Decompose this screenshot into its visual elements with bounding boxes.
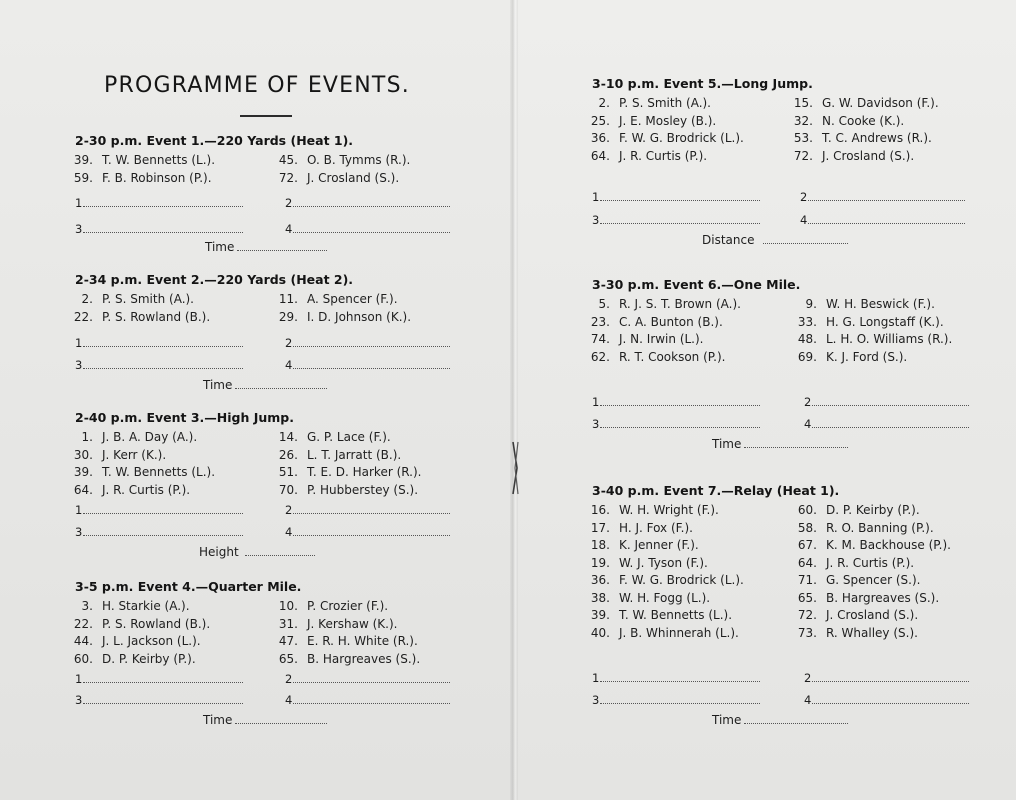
place-number: 4 [804, 417, 812, 431]
dotted-fill-line [83, 535, 243, 536]
entrant-number: 51. [278, 465, 298, 479]
entrant-number: 69. [797, 349, 817, 364]
entrant-name: D. P. Keirby (P.). [826, 503, 920, 517]
entrant-name: J. R. Curtis (P.). [619, 148, 708, 163]
entrant-row [582, 519, 693, 537]
entrant-number: 25. [590, 113, 610, 128]
event-heading: 3-40 p.m. Event 7.—Relay (Heat 1). [592, 483, 840, 498]
result-place-2-line [804, 395, 969, 409]
entrant-number: 65. [797, 590, 817, 605]
entrant-number: 60. [73, 651, 93, 666]
entrant-name: L. T. Jarratt (B.). [307, 447, 402, 462]
place-number: 2 [285, 336, 293, 350]
entrant-name: J. L. Jackson (L.). [102, 634, 201, 648]
entrant-name: K. M. Backhouse (P.). [826, 538, 951, 552]
entrant-name: T. W. Bennetts (L.). [102, 153, 216, 167]
result-place-3-line [592, 693, 760, 707]
entrant-row [270, 597, 388, 615]
entrant-number: 36. [590, 573, 610, 587]
entrant-number: 59. [73, 170, 93, 185]
entrant-number: 72. [797, 608, 817, 622]
dotted-fill-line [293, 703, 450, 704]
place-number: 3 [75, 525, 83, 539]
entrant-name: R. T. Cookson (P.). [619, 349, 726, 364]
entrant-number: 70. [278, 482, 298, 497]
entrant-row [582, 571, 744, 589]
dotted-fill-line [744, 447, 848, 448]
entrant-name: J. N. Irwin (L.). [619, 332, 704, 346]
event-heading: 3-10 p.m. Event 5.—Long Jump. [592, 76, 813, 91]
entrant-number: 72. [278, 170, 298, 185]
entrant-row [270, 650, 420, 668]
entrant-row [582, 589, 710, 607]
entrant-name: J. E. Mosley (B.). [619, 113, 717, 128]
place-number: 3 [592, 417, 600, 431]
entrant-row [582, 94, 711, 112]
entrant-row [270, 308, 411, 326]
place-number: 3 [592, 693, 600, 707]
dotted-fill-line [744, 723, 848, 724]
entrant-name: T. E. D. Harker (R.). [307, 465, 422, 479]
entrant-row [65, 632, 201, 650]
place-number: 4 [804, 693, 812, 707]
result-place-4-line [285, 222, 450, 236]
entrant-name: B. Hargreaves (S.). [826, 590, 940, 605]
entrant-number: 48. [797, 332, 817, 346]
entrant-name: T. C. Andrews (R.). [822, 131, 932, 145]
entrant-row [789, 536, 951, 554]
result-place-3-line [75, 222, 243, 236]
entrant-name: P. S. Rowland (B.). [102, 616, 211, 631]
place-number: 1 [75, 503, 83, 517]
entrant-name: A. Spencer (F.). [307, 292, 398, 306]
entrant-row [582, 129, 744, 147]
entrant-name: K. Jenner (F.). [619, 538, 699, 552]
dotted-fill-line [812, 405, 969, 406]
entrant-name: E. R. H. White (R.). [307, 634, 418, 648]
programme-title: PROGRAMME OF EVENTS. [104, 73, 410, 98]
entrant-name: L. H. O. Williams (R.). [826, 332, 953, 346]
dotted-fill-line [293, 368, 450, 369]
entrant-number: 62. [590, 349, 610, 364]
place-number: 1 [75, 672, 83, 686]
measure-label: Time [712, 713, 742, 727]
dotted-fill-line [600, 681, 760, 682]
entrant-row [270, 481, 418, 499]
entrant-number: 74. [590, 332, 610, 346]
result-place-2-line [285, 336, 450, 350]
result-place-3-line [75, 693, 243, 707]
entrant-number: 5. [598, 297, 610, 311]
entrant-number: 19. [590, 555, 610, 570]
dotted-fill-line [83, 346, 243, 347]
entrant-number: 72. [793, 148, 813, 163]
result-place-3-line [592, 213, 760, 227]
dotted-fill-line [293, 535, 450, 536]
place-number: 1 [592, 395, 600, 409]
entrant-number: 23. [590, 314, 610, 329]
dotted-fill-line [812, 427, 969, 428]
result-place-1-line [592, 190, 760, 204]
result-place-2-line [285, 672, 450, 686]
dotted-fill-line [293, 682, 450, 683]
result-place-2-line [285, 503, 450, 517]
entrant-row [582, 606, 732, 624]
dotted-fill-line [812, 703, 969, 704]
entrant-name: R. J. S. T. Brown (A.). [619, 297, 741, 311]
entrant-row [65, 650, 196, 668]
result-place-1-line [592, 395, 760, 409]
dotted-fill-line [812, 681, 969, 682]
dotted-fill-line [293, 232, 450, 233]
dotted-fill-line [600, 427, 760, 428]
entrant-name: W. H. Fogg (L.). [619, 590, 711, 605]
entrant-number: 73. [797, 625, 817, 640]
entrant-name: F. W. G. Brodrick (L.). [619, 573, 744, 587]
entrant-name: G. Spencer (S.). [826, 573, 921, 587]
entrant-number: 64. [73, 482, 93, 497]
place-number: 2 [804, 395, 812, 409]
dotted-fill-line [600, 223, 760, 224]
staple-icon [511, 438, 520, 498]
entrant-row [789, 295, 935, 313]
measure-label: Time [205, 240, 235, 254]
place-number: 4 [285, 222, 293, 236]
entrant-number: 39. [73, 153, 93, 167]
result-place-3-line [75, 358, 243, 372]
place-number: 1 [75, 196, 83, 210]
place-number: 3 [592, 213, 600, 227]
place-number: 4 [800, 213, 808, 227]
entrant-number: 39. [590, 608, 610, 622]
entrant-row [270, 290, 398, 308]
entrant-name: W. H. Beswick (F.). [826, 297, 935, 311]
entrant-name: P. Hubberstey (S.). [307, 482, 419, 497]
entrant-row [65, 481, 190, 499]
entrant-number: 22. [73, 309, 93, 324]
entrant-row [582, 147, 707, 165]
result-place-1-line [75, 503, 243, 517]
dotted-fill-line [600, 405, 760, 406]
entrant-row [582, 348, 725, 366]
place-number: 1 [592, 671, 600, 685]
result-place-4-line [800, 213, 965, 227]
dotted-fill-line [83, 206, 243, 207]
entrant-number: 10. [278, 599, 298, 613]
title-underline [240, 115, 292, 117]
place-number: 1 [75, 336, 83, 350]
entrant-name: P. S. Rowland (B.). [102, 309, 211, 324]
entrant-number: 64. [590, 148, 610, 163]
entrant-name: O. B. Tymms (R.). [307, 153, 411, 167]
entrant-name: H. Starkie (A.). [102, 599, 190, 613]
entrant-number: 14. [278, 430, 298, 444]
entrant-row [789, 624, 918, 642]
entrant-name: H. G. Longstaff (K.). [826, 314, 944, 329]
entrant-number: 3. [81, 599, 93, 613]
result-place-2-line [804, 671, 969, 685]
entrant-number: 65. [278, 651, 298, 666]
entrant-row [789, 606, 918, 624]
entrant-number: 15. [793, 96, 813, 110]
entrant-number: 1. [81, 430, 93, 444]
entrant-row [582, 295, 741, 313]
measure-label: Height [199, 545, 239, 559]
dotted-fill-line [808, 200, 965, 201]
entrant-number: 31. [278, 616, 298, 631]
entrant-row [789, 571, 921, 589]
entrant-name: J. R. Curtis (P.). [102, 482, 191, 497]
entrant-row [582, 554, 708, 572]
entrant-row [789, 313, 944, 331]
entrant-name: G. P. Lace (F.). [307, 430, 391, 444]
entrant-name: J. B. A. Day (A.). [102, 430, 198, 444]
dotted-fill-line [763, 243, 848, 244]
result-place-1-line [75, 196, 243, 210]
entrant-row [270, 151, 410, 169]
entrant-row [65, 446, 166, 464]
result-place-4-line [285, 525, 450, 539]
result-place-4-line [804, 417, 969, 431]
dotted-fill-line [83, 682, 243, 683]
entrant-number: 11. [278, 292, 298, 306]
entrant-name: J. Kerr (K.). [102, 447, 167, 462]
entrant-row [789, 330, 952, 348]
entrant-number: 33. [797, 314, 817, 329]
entrant-number: 58. [797, 520, 817, 535]
result-place-4-line [285, 693, 450, 707]
place-number: 4 [285, 525, 293, 539]
entrant-row [65, 169, 212, 187]
place-number: 3 [75, 222, 83, 236]
entrant-name: J. B. Whinnerah (L.). [619, 625, 739, 640]
result-place-4-line [285, 358, 450, 372]
entrant-name: N. Cooke (K.). [822, 113, 905, 128]
entrant-name: D. P. Keirby (P.). [102, 651, 196, 666]
entrant-number: 29. [278, 309, 298, 324]
place-number: 4 [285, 358, 293, 372]
entrant-name: I. D. Johnson (K.). [307, 309, 412, 324]
event-heading: 2-34 p.m. Event 2.—220 Yards (Heat 2). [75, 272, 354, 287]
dotted-fill-line [83, 513, 243, 514]
measure-label: Time [203, 713, 233, 727]
entrant-name: J. Crosland (S.). [826, 608, 919, 622]
entrant-row [582, 112, 716, 130]
entrant-number: 44. [73, 634, 93, 648]
entrant-row [65, 290, 194, 308]
entrant-row [270, 615, 397, 633]
entrant-number: 17. [590, 520, 610, 535]
place-number: 4 [285, 693, 293, 707]
entrant-name: J. R. Curtis (P.). [826, 555, 915, 570]
entrant-name: R. O. Banning (P.). [826, 520, 934, 535]
dotted-fill-line [293, 206, 450, 207]
entrant-number: 39. [73, 465, 93, 479]
dotted-fill-line [808, 223, 965, 224]
dotted-fill-line [293, 346, 450, 347]
dotted-fill-line [245, 555, 315, 556]
entrant-row [65, 428, 197, 446]
place-number: 2 [285, 503, 293, 517]
dotted-fill-line [600, 703, 760, 704]
entrant-row [582, 501, 719, 519]
entrant-row [789, 589, 939, 607]
entrant-row [270, 428, 391, 446]
place-number: 2 [804, 671, 812, 685]
entrant-number: 16. [590, 503, 610, 517]
entrant-number: 64. [797, 555, 817, 570]
entrant-row [789, 519, 934, 537]
result-place-1-line [75, 336, 243, 350]
entrant-name: J. Crosland (S.). [822, 148, 915, 163]
result-place-2-line [285, 196, 450, 210]
entrant-row [270, 463, 421, 481]
entrant-row [582, 330, 704, 348]
entrant-number: 60. [797, 503, 817, 517]
entrant-row [65, 597, 190, 615]
entrant-name: K. J. Ford (S.). [826, 349, 908, 364]
entrant-name: W. J. Tyson (F.). [619, 555, 708, 570]
entrant-number: 2. [81, 292, 93, 306]
entrant-name: T. W. Bennetts (L.). [102, 465, 216, 479]
entrant-row [65, 308, 210, 326]
entrant-number: 38. [590, 590, 610, 605]
entrant-name: R. Whalley (S.). [826, 625, 918, 640]
entrant-row [65, 463, 215, 481]
result-place-3-line [592, 417, 760, 431]
entrant-number: 18. [590, 538, 610, 552]
dotted-fill-line [83, 368, 243, 369]
result-place-1-line [592, 671, 760, 685]
entrant-name: G. W. Davidson (F.). [822, 96, 939, 110]
dotted-fill-line [600, 200, 760, 201]
entrant-row [785, 147, 914, 165]
entrant-row [785, 129, 932, 147]
entrant-name: B. Hargreaves (S.). [307, 651, 421, 666]
entrant-number: 32. [793, 113, 813, 128]
place-number: 2 [285, 196, 293, 210]
entrant-row [785, 112, 904, 130]
result-place-1-line [75, 672, 243, 686]
entrant-row [65, 615, 210, 633]
measure-label: Time [712, 437, 742, 451]
place-number: 2 [800, 190, 808, 204]
entrant-name: H. J. Fox (F.). [619, 520, 693, 535]
dotted-fill-line [83, 703, 243, 704]
entrant-name: F. B. Robinson (P.). [102, 170, 212, 185]
event-heading: 2-30 p.m. Event 1.—220 Yards (Heat 1). [75, 133, 354, 148]
entrant-name: P. S. Smith (A.). [102, 292, 194, 306]
entrant-row [65, 151, 215, 169]
entrant-name: J. Crosland (S.). [307, 170, 400, 185]
entrant-name: F. W. G. Brodrick (L.). [619, 131, 744, 145]
entrant-row [789, 501, 920, 519]
entrant-number: 53. [793, 131, 813, 145]
dotted-fill-line [293, 513, 450, 514]
entrant-number: 2. [598, 96, 610, 110]
entrant-name: T. W. Bennetts (L.). [619, 608, 733, 622]
entrant-row [789, 348, 907, 366]
place-number: 2 [285, 672, 293, 686]
entrant-row [270, 446, 401, 464]
measure-label: Time [203, 378, 233, 392]
entrant-name: P. S. Smith (A.). [619, 96, 711, 110]
result-place-3-line [75, 525, 243, 539]
entrant-name: P. Crozier (F.). [307, 599, 389, 613]
entrant-name: J. Kershaw (K.). [307, 616, 398, 631]
entrant-row [582, 313, 723, 331]
event-heading: 3-5 p.m. Event 4.—Quarter Mile. [75, 579, 302, 594]
entrant-row [270, 632, 418, 650]
booklet-spine [510, 0, 518, 800]
event-heading: 2-40 p.m. Event 3.—High Jump. [75, 410, 295, 425]
entrant-number: 30. [73, 447, 93, 462]
entrant-number: 26. [278, 447, 298, 462]
result-place-2-line [800, 190, 965, 204]
event-heading: 3-30 p.m. Event 6.—One Mile. [592, 277, 801, 292]
entrant-name: W. H. Wright (F.). [619, 503, 719, 517]
place-number: 3 [75, 358, 83, 372]
entrant-row [270, 169, 399, 187]
entrant-row [785, 94, 939, 112]
entrant-number: 45. [278, 153, 298, 167]
entrant-number: 36. [590, 131, 610, 145]
entrant-number: 40. [590, 625, 610, 640]
entrant-number: 9. [805, 297, 817, 311]
entrant-number: 67. [797, 538, 817, 552]
entrant-number: 22. [73, 616, 93, 631]
entrant-row [582, 536, 699, 554]
measure-label: Distance [702, 233, 755, 247]
entrant-number: 47. [278, 634, 298, 648]
dotted-fill-line [235, 388, 327, 389]
entrant-row [582, 624, 739, 642]
dotted-fill-line [83, 232, 243, 233]
dotted-fill-line [235, 723, 327, 724]
dotted-fill-line [237, 250, 327, 251]
place-number: 1 [592, 190, 600, 204]
result-place-4-line [804, 693, 969, 707]
place-number: 3 [75, 693, 83, 707]
entrant-row [789, 554, 914, 572]
entrant-name: C. A. Bunton (B.). [619, 314, 723, 329]
entrant-number: 71. [797, 573, 817, 587]
